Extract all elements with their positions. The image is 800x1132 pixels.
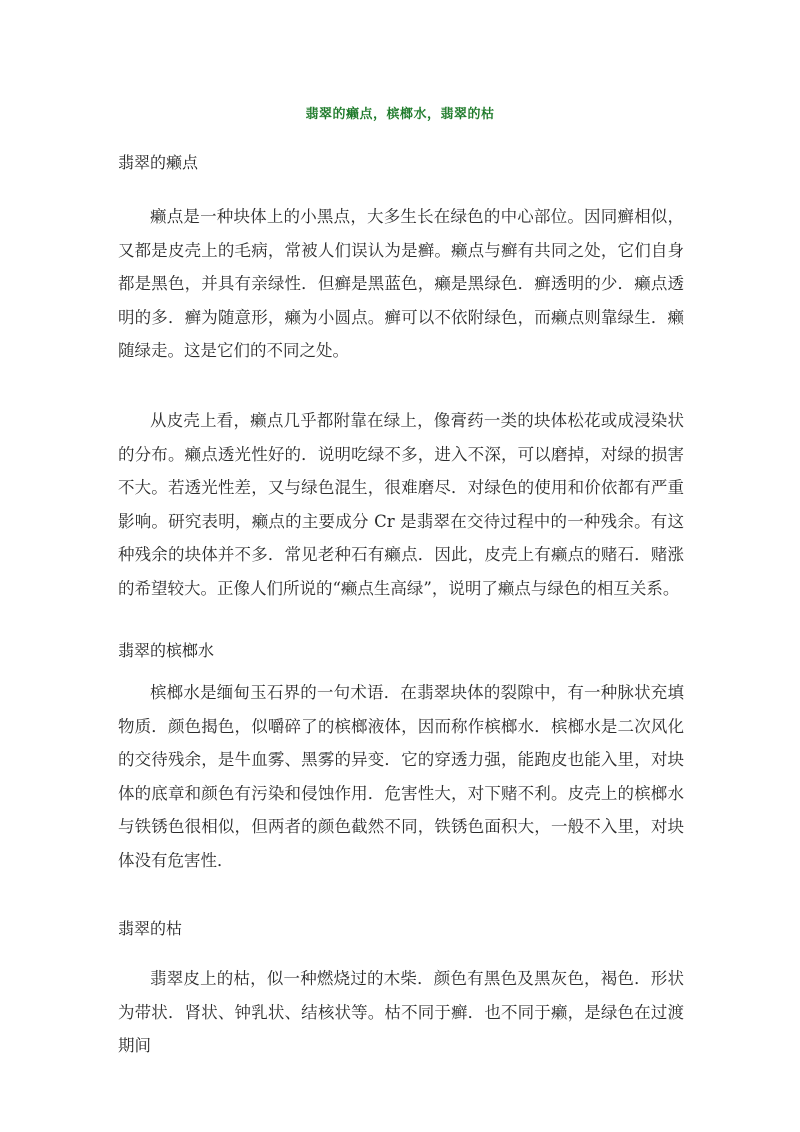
section-heading-lai-dian: 翡翠的癞点 xyxy=(118,153,199,172)
paragraph: 翡翠皮上的枯，似一种燃烧过的木柴．颜色有黑色及黑灰色，褐色．形状为带状．肾状、钟乳状、结核状等。枯不同于癣．也不同于癞，是绿色在过渡期间 xyxy=(118,969,684,1055)
document-title: 翡翠的癞点，槟榔水，翡翠的枯 xyxy=(305,107,495,122)
section-heading-ku: 翡翠的枯 xyxy=(118,919,183,938)
paragraph: 癞点是一种块体上的小黑点，大多生长在绿色的中心部位。因同癣相似，又都是皮壳上的毛病，常被人们误认为是癣。癞点与癣有共同之处，它们自身都是黑色，并具有亲绿性．但癣是黑蓝色，癞是黑绿色．癣透明的少．癞点透明的多．癣为随意形，癞为小圆点。癣可以不依附绿色，而癞点则靠绿生．癞随绿走。这是它们的不同之处。 xyxy=(118,207,684,360)
section-heading-binlang-shui: 翡翠的槟榔水 xyxy=(118,641,215,660)
paragraph: 槟榔水是缅甸玉石界的一句术语．在翡翠块体的裂隙中，有一种脉状充填物质．颜色揭色，似嚼碎了的槟榔液体，因而称作槟榔水．槟榔水是二次风化的交待残余，是牛血雾、黑雾的异变．它的穿透力强，能跑皮也能入里，对块体的底章和颜色有污染和侵蚀作用．危害性大，对下赌不利。皮壳上的槟榔水与铁锈色很相似，但两者的颜色截然不同，铁锈色面积大，一般不入里，对块体没有危害性． xyxy=(118,683,684,870)
paragraph: 从皮壳上看，癞点几乎都附靠在绿上，像膏药一类的块体松花或成浸染状的分布。癞点透光性好的．说明吃绿不多，进入不深，可以磨掉，对绿的损害不大。若透光性差，又与绿色混生，很难磨尽．对绿色的使用和价依都有严重影响。研究表明，癞点的主要成分 Cr 是翡翠在交待过程中的一种残余。有这种残余的块体并不多．常见老种石有癞点．因此，皮壳上有癞点的赌石．赌涨的希望较大。正像人们所说的“癞点生高绿”，说明了癞点与绿色的相互关系。 xyxy=(118,411,684,598)
